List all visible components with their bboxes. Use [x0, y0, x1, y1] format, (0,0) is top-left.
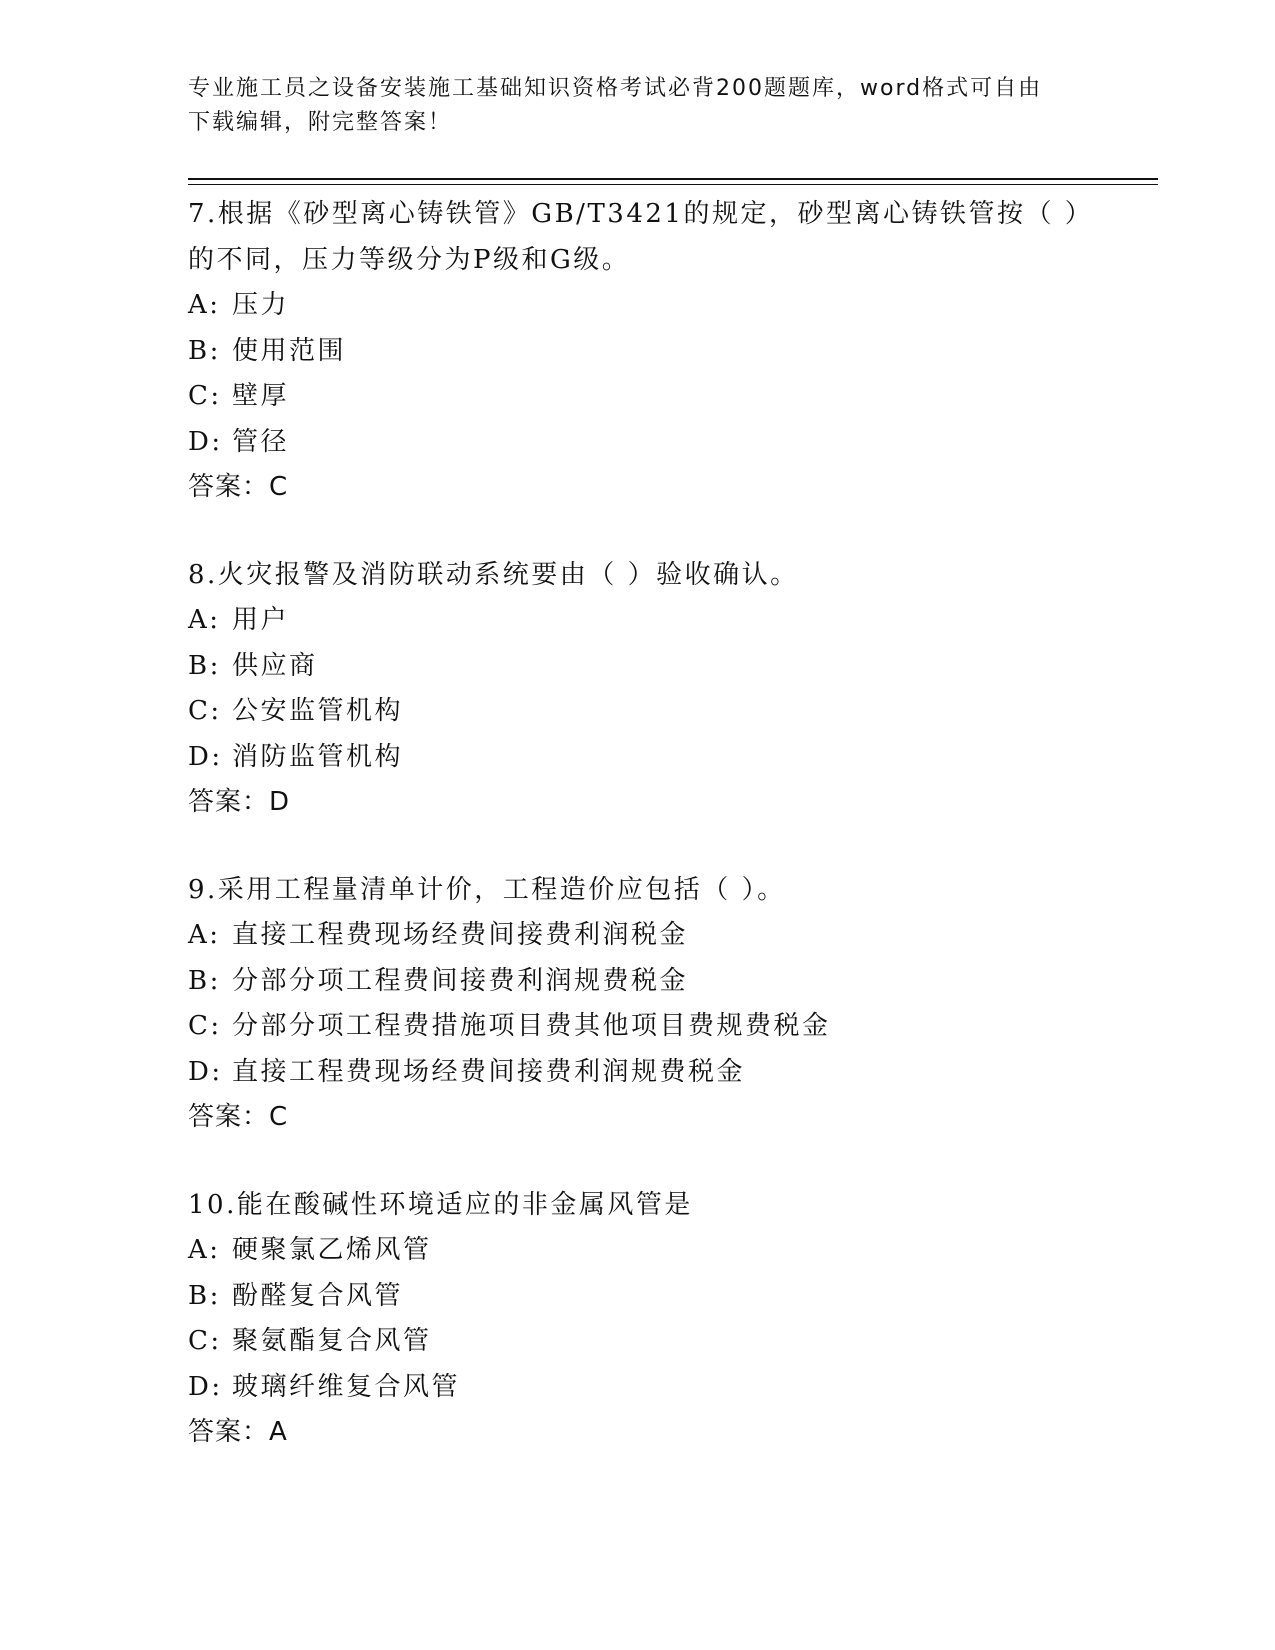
option-d [188, 1365, 1088, 1411]
option-label: A: [188, 1235, 221, 1265]
answer-line: 答案：D [188, 787, 291, 817]
option-text: 硬聚氯乙烯风管 [232, 1235, 432, 1265]
option-label: D: [188, 1056, 223, 1087]
header-line-1: 专业施工员之设备安装施工基础知识资格考试必背200题题库，word格式可自由 [188, 76, 1043, 101]
option-label: A: [188, 605, 221, 635]
option-c [188, 1004, 1088, 1050]
option-text: 分部分项工程费间接费利润规费税金 [232, 965, 689, 996]
option-d [188, 1050, 1088, 1096]
question-stem: 10.能在酸碱性环境适应的非金属风管是 [188, 1189, 693, 1220]
option-c [188, 1319, 1088, 1365]
option-label: D: [188, 1371, 223, 1402]
option-a [188, 598, 1088, 644]
question-stem: 7.根据《砂型离心铸铁管》GB/T3421的规定，砂型离心铸铁管按（ ） [188, 199, 1094, 229]
option-d [188, 735, 1088, 781]
document-header [188, 72, 1088, 140]
option-text: 用户 [232, 605, 290, 635]
option-d [188, 420, 1088, 466]
option-label: A: [188, 920, 221, 950]
option-text: 直接工程费现场经费间接费利润税金 [232, 920, 689, 950]
option-label: B: [188, 650, 221, 681]
option-text: 压力 [232, 290, 290, 320]
question-stem: 9.采用工程量清单计价，工程造价应包括（ ）。 [188, 874, 786, 905]
header-divider-thick [188, 178, 1158, 180]
option-label: B: [188, 965, 221, 996]
option-text: 消防监管机构 [232, 741, 404, 772]
answer-line: 答案：C [188, 1102, 289, 1132]
question-8 [188, 553, 1088, 826]
option-c [188, 374, 1088, 420]
option-label: C: [188, 381, 222, 411]
header-divider-thin [188, 184, 1158, 185]
option-text: 使用范围 [232, 335, 347, 366]
option-c [188, 689, 1088, 735]
option-a [188, 913, 1088, 959]
option-label: C: [188, 1011, 222, 1041]
option-text: 供应商 [232, 650, 318, 681]
question-stem-continued: 的不同，压力等级分为P级和G级。 [188, 244, 631, 275]
question-stem: 8.火灾报警及消防联动系统要由（ ）验收确认。 [188, 559, 799, 590]
option-b [188, 329, 1088, 375]
option-text: 玻璃纤维复合风管 [232, 1371, 461, 1402]
option-b [188, 644, 1088, 690]
option-label: B: [188, 335, 221, 366]
question-9 [188, 868, 1088, 1141]
question-10 [188, 1183, 1088, 1456]
option-label: C: [188, 1326, 222, 1356]
option-text: 管径 [232, 426, 290, 457]
option-b [188, 959, 1088, 1005]
header-line-2: 下载编辑，附完整答案！ [188, 110, 453, 135]
answer-line: 答案：A [188, 1417, 288, 1447]
question-7 [188, 192, 1094, 511]
option-text: 壁厚 [232, 381, 290, 411]
option-label: A: [188, 290, 221, 320]
option-label: C: [188, 696, 222, 726]
option-a [188, 1228, 1088, 1274]
option-text: 公安监管机构 [232, 696, 404, 726]
option-label: D: [188, 741, 223, 772]
option-text: 分部分项工程费措施项目费其他项目费规费税金 [232, 1011, 831, 1041]
option-text: 聚氨酯复合风管 [232, 1326, 432, 1356]
answer-line: 答案：C [188, 472, 289, 502]
option-text: 直接工程费现场经费间接费利润规费税金 [232, 1056, 746, 1087]
question-list [188, 192, 1094, 1498]
option-label: D: [188, 426, 223, 457]
option-label: B: [188, 1280, 221, 1311]
option-text: 酚醛复合风管 [232, 1280, 404, 1311]
option-a [188, 283, 1088, 329]
option-b [188, 1274, 1088, 1320]
